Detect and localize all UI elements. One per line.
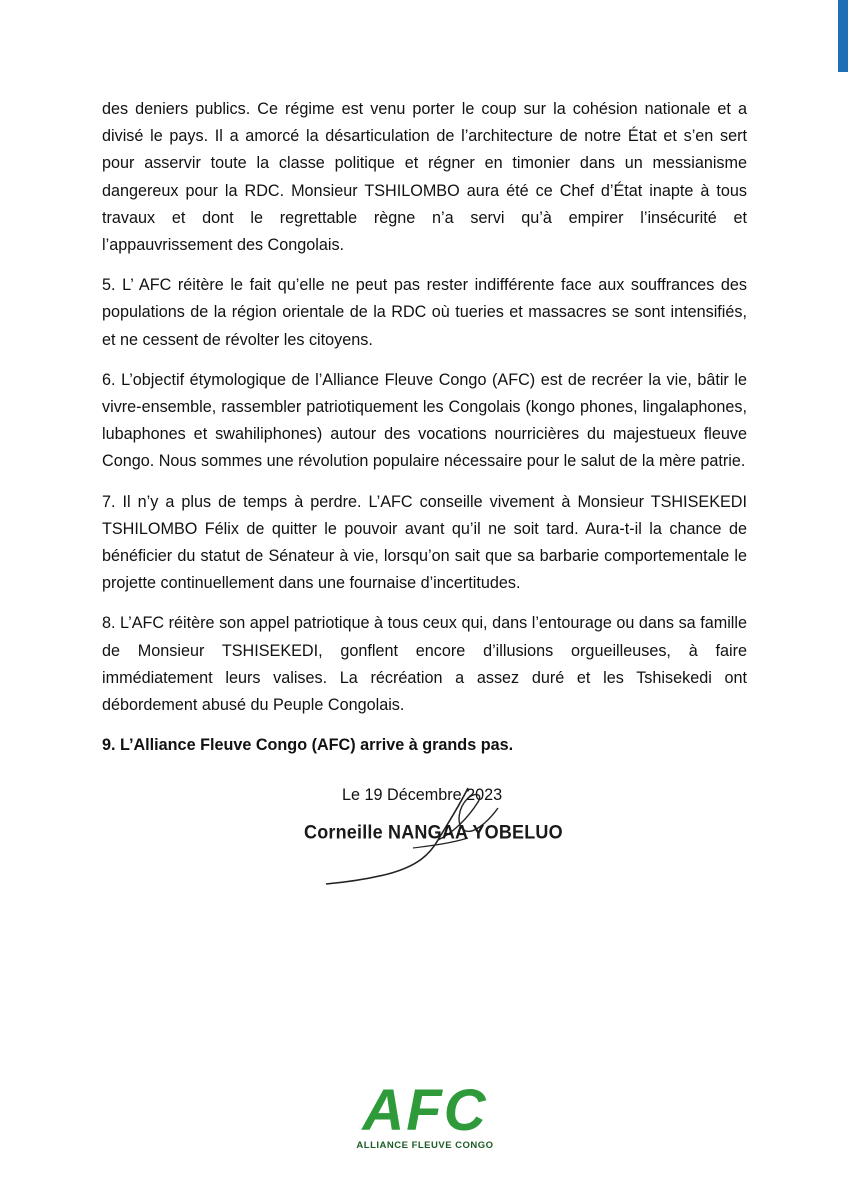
- logo-subtitle: ALLIANCE FLEUVE CONGO: [356, 1140, 494, 1151]
- paragraph-7: 7. Il n’y a plus de temps à perdre. L’AFC conseille vivement à Monsieur TSHISEKEDI TSHILOMBO Félix de quitter le pouvoir avant qu’il ne soit tard. Aura-t-il la chance de bénéficier du statut de Sénateur à vie, lorsqu’on sait que sa barbarie comportementale le projette continuellement dans une fournaise d’incertitudes.: [102, 492, 747, 593]
- signer-name: Corneille NANGAA YOBELUO: [304, 821, 563, 843]
- paragraph-5: 5. L’ AFC réitère le fait qu’elle ne peut pas rester indifférente face aux souffrances des populations de la région orientale de la RDC où tueries et massacres se sont intensifiés, et ne cessent de révolter les citoyens.: [102, 276, 747, 349]
- letter-date: Le 19 Décembre 2023: [342, 786, 503, 804]
- paragraph-intro: des deniers publics. Ce régime est venu porter le coup sur la cohésion nationale et a divisé le pays. Il a amorcé la désarticulation de l’architecture de notre État et s’en sert pour asservir toute la classe politique et régner en timonier dans un messianisme dangereux pour la RDC. Monsieur TSHILOMBO aura été ce Chef d’État inapte à tous travaux et dont le regrettable règne n’a servi qu’à empirer l’insécurité et l’appauvrissement des Congolais.: [102, 100, 747, 255]
- paragraph-8: 8. L’AFC réitère son appel patriotique à tous ceux qui, dans l’entourage ou dans sa famille de Monsieur TSHISEKEDI, gonflent encore d’illusions orgueilleuses, à faire immédiatement leurs valises. La récréation a assez duré et les Tshisekedi ont débordement abusé du Peuple Congolais.: [102, 614, 747, 715]
- paragraph-6: 6. L’objectif étymologique de l’Alliance Fleuve Congo (AFC) est de recréer la vie, bâtir le vivre-ensemble, rassembler patriotiquement les Congolais (kongo phones, lingalaphones, lubaphones et swahiliphones) autour des vocations nourricières du majestueux fleuve Congo. Nous sommes une révolution populaire nécessaire pour le salut de la mère patrie.: [102, 370, 747, 471]
- page-edge-tab: [838, 0, 848, 72]
- paragraph-9-closing: 9. L’Alliance Fleuve Congo (AFC) arrive à grands pas.: [102, 736, 514, 755]
- letter-body: [102, 96, 747, 772]
- afc-logo: [340, 1080, 510, 1172]
- logo-mark: AFC: [362, 1078, 488, 1143]
